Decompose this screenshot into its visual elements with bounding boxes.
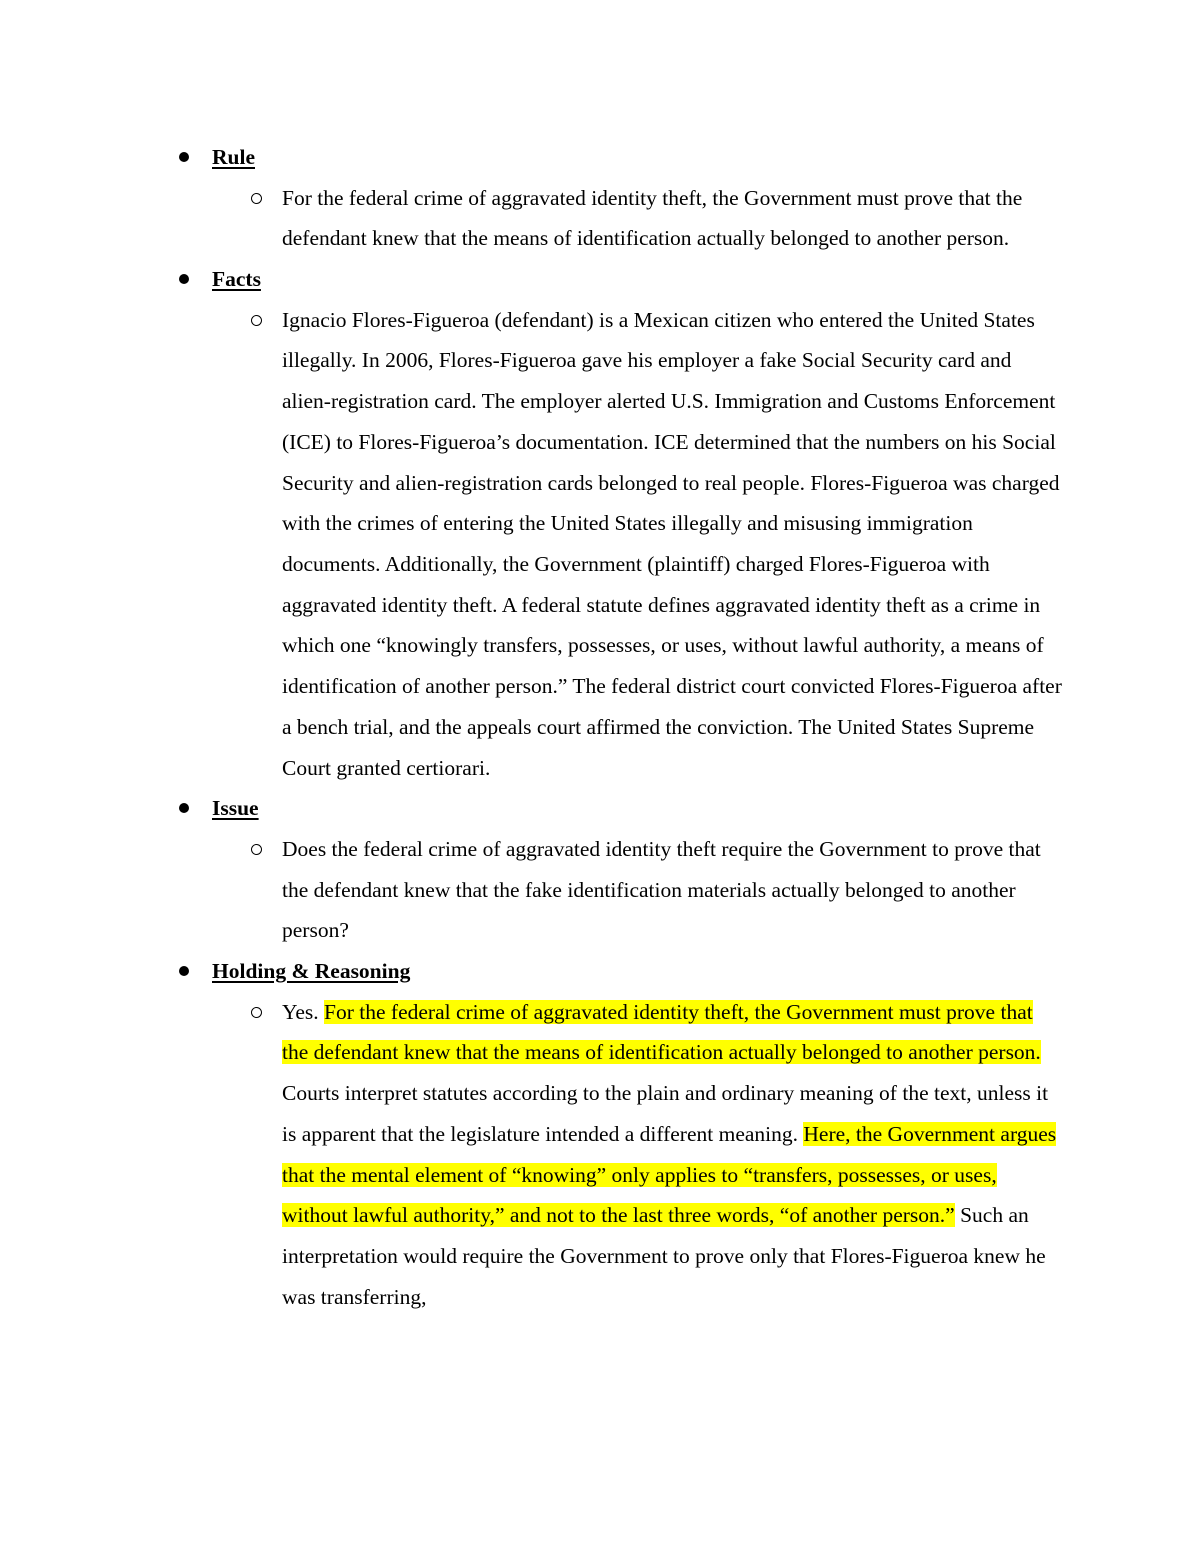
hollow-bullet-icon [251,844,262,855]
issue-paragraph: Does the federal crime of aggravated identity theft require the Government to prove that the defendant knew that the fake identification materials actually belonged to another person? [282,836,1041,943]
filled-bullet-icon [179,966,189,976]
section-heading-row [170,259,1070,300]
holding-answer: Yes. [282,999,325,1024]
hollow-bullet-icon [251,315,262,326]
section-heading-row [170,788,1070,829]
section-heading-row [170,137,1070,178]
reasoning-text-continued: Such an interpretation would require the Government to prove only that Flores-Figueroa knew he was transferring, [282,1203,1046,1309]
section-holding-reasoning [170,951,1070,1317]
section-heading-row [170,951,1070,992]
section-issue [170,788,1070,951]
sub-bullet-row [170,300,1062,788]
section-heading-issue: Issue [212,796,259,821]
section-rule [170,137,1070,259]
highlighted-holding: For the federal crime of aggravated identity theft, the Government must prove that the defendant knew that the means of identification actually belonged to another person. [282,999,1041,1065]
hollow-bullet-icon [251,193,262,204]
sub-bullet-row [170,992,1062,1318]
sub-bullet-row [170,829,1062,951]
filled-bullet-icon [179,274,189,284]
holding-paragraph [282,992,1062,1318]
filled-bullet-icon [179,152,189,162]
case-brief [170,137,1070,1317]
section-facts [170,259,1070,788]
section-heading-rule: Rule [212,145,255,169]
hollow-bullet-icon [251,1007,262,1018]
facts-paragraph: Ignacio Flores-Figueroa (defendant) is a Mexican citizen who entered the United States illegally. In 2006, Flores-Figueroa gave his employer a fake Social Security card and alien-registration card. The employer alerted U.S. Immigration and Customs Enforcement (ICE) to Flores-Figueroa’s documentation. ICE determined that the numbers on his Social Security and alien-registration cards belonged to real people. Flores-Figueroa was charged with the crimes of entering the United States illegally and misusing immigration documents. Additionally, the Government (plaintiff) charged Flores-Figueroa with aggravated identity theft. A federal statute defines aggravated identity theft as a crime in which one “knowingly transfers, possesses, or uses, without lawful authority, a means of identification of another person.” The federal district court convicted Flores-Figueroa after a bench trial, and the appeals court affirmed the conviction. The United States Supreme Court granted certiorari. [282,307,1062,780]
filled-bullet-icon [179,803,189,813]
section-heading-holding: Holding & Reasoning [212,959,411,984]
highlighted-argument: Here, the Government argues that the mental element of “knowing” only applies to “transfers, possesses, or uses, without lawful authority,” and not to the last three words, “of another person.” [282,1121,1057,1228]
rule-paragraph: For the federal crime of aggravated identity theft, the Government must prove that the defendant knew that the means of identification actually belonged to another person. [282,185,1023,251]
sub-bullet-row [170,178,1062,259]
reasoning-text: Courts interpret statutes according to the plain and ordinary meaning of the text, unless it is apparent that the legislature intended a different meaning. [282,1081,1049,1146]
section-heading-facts: Facts [212,267,261,292]
